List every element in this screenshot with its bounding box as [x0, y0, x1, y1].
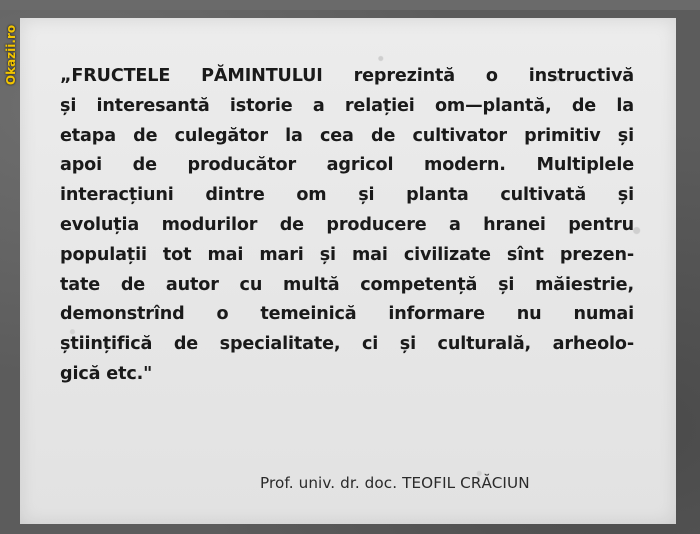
quote-line: evoluția modurilor de producere a hranei pentru	[60, 214, 634, 235]
author-signature: Prof. univ. dr. doc. TEOFIL CRĂCIUN	[260, 474, 530, 492]
quote-line: etapa de culegător la cea de cultivator primitiv și	[60, 125, 634, 146]
quote-paragraph	[60, 62, 634, 390]
watermark-text: Okazii.ro	[4, 24, 18, 86]
quote-line: apoi de producător agricol modern. Multiplele	[60, 155, 634, 176]
quote-line: gică etc."	[60, 363, 153, 384]
quote-line: tate de autor cu multă competență și măiestrie,	[60, 274, 634, 295]
quote-line: populații tot mai mari și mai civilizate sînt prezen-	[60, 244, 634, 265]
quote-line: „FRUCTELE PĂMINTULUI reprezintă o instructivă	[60, 66, 634, 86]
top-border-strip	[0, 0, 700, 10]
watermark	[2, 0, 20, 110]
quote-line: științifică de specialitate, ci și culturală, arheolo-	[60, 334, 634, 355]
quote-line: demonstrînd o temeinică informare nu numai	[60, 304, 634, 325]
quote-line: interacțiuni dintre om și planta cultivată și	[60, 185, 634, 206]
printed-page	[20, 18, 676, 524]
quote-line: și interesantă istorie a relației om—plantă, de la	[60, 95, 634, 116]
